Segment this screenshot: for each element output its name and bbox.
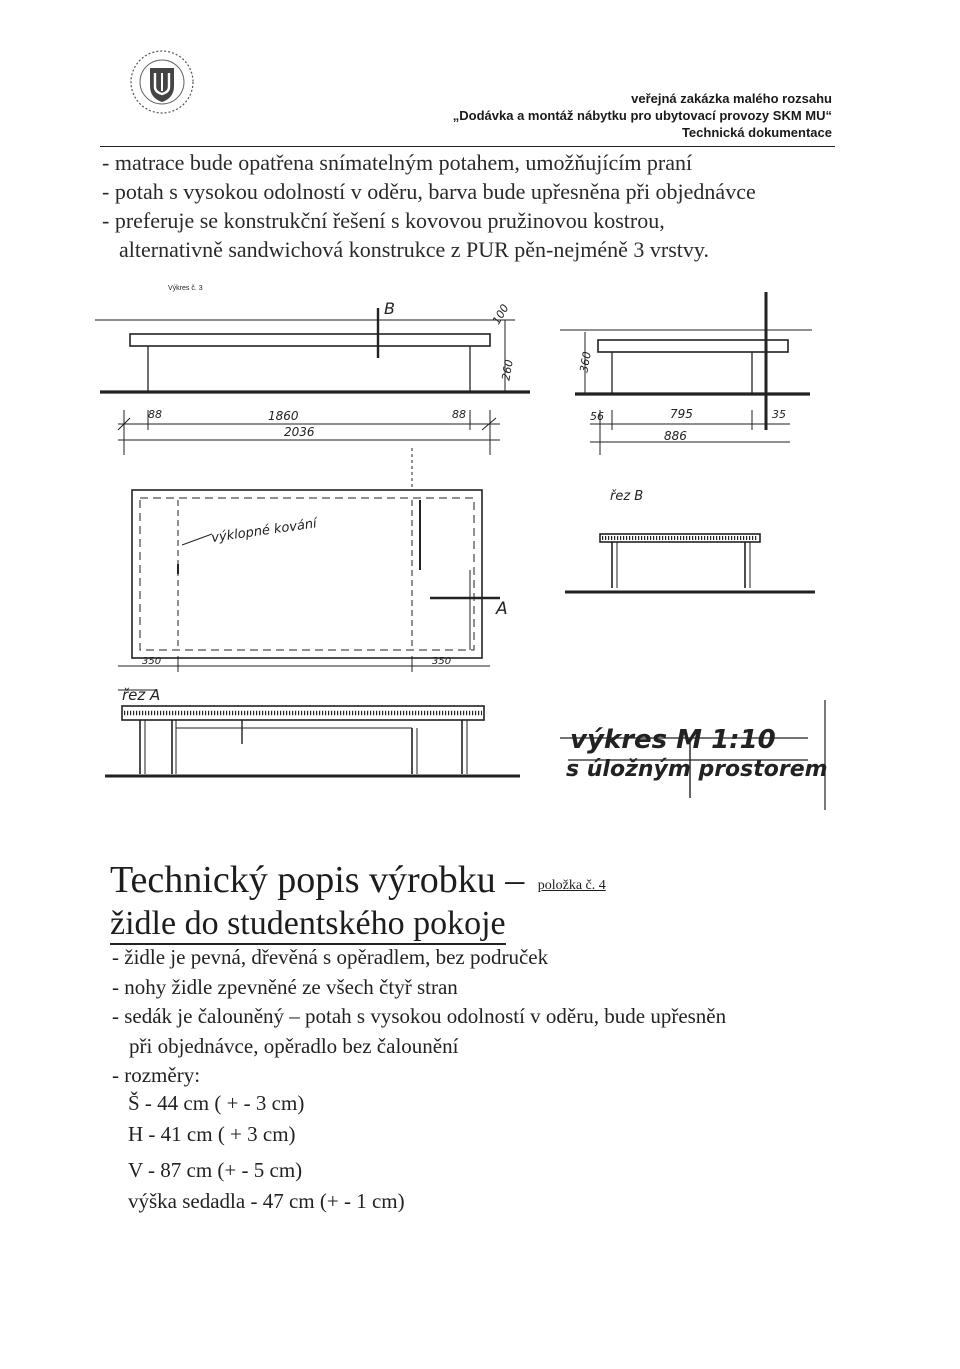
dim-100: 100 bbox=[489, 302, 512, 327]
bed-technical-drawing bbox=[0, 270, 960, 830]
dim-795: 795 bbox=[670, 407, 693, 421]
section-mark-a: A bbox=[496, 599, 508, 619]
drawing-title-line1: výkres M 1:10 bbox=[570, 725, 776, 755]
section-label-a: řez A bbox=[122, 686, 161, 704]
dim-260: 260 bbox=[499, 358, 516, 382]
product-bullet: při objednávce, opěradlo bez čalounění bbox=[129, 1033, 459, 1058]
product-bullet: - židle je pevná, dřevěná s opěradlem, bez područek bbox=[112, 945, 549, 969]
product-subtitle-text: židle do studentského pokoje bbox=[110, 905, 506, 945]
product-bullets bbox=[112, 943, 726, 1091]
dim-2036: 2036 bbox=[284, 425, 315, 439]
product-title bbox=[110, 858, 606, 908]
dim-886: 886 bbox=[664, 429, 687, 443]
product-bullet: - nohy židle zpevněné ze všech čtyř stran bbox=[112, 974, 458, 999]
product-bullet: - rozměry: bbox=[112, 1063, 201, 1087]
dim-350-left: 350 bbox=[142, 656, 162, 667]
document-header bbox=[453, 90, 832, 141]
university-seal-icon bbox=[128, 48, 196, 116]
dimension-item: H - 41 cm ( + 3 cm) bbox=[128, 1121, 296, 1146]
header-line2: „Dodávka a montáž nábytku pro ubytovací provozy SKM MU“ bbox=[452, 108, 832, 123]
dim-1860: 1860 bbox=[268, 409, 299, 423]
sheet-label: Výkres č. 3 bbox=[168, 285, 203, 292]
product-title-text: Technický popis výrobku – bbox=[110, 859, 525, 901]
dim-360: 360 bbox=[577, 350, 594, 374]
mattress-note: - matrace bude opatřena snímatelným potahem, umožňujícím praní bbox=[102, 150, 693, 175]
mattress-note: - preferuje se konstrukční řešení s kovovou pružinovou kostrou, bbox=[102, 208, 665, 233]
mattress-note: - potah s vysokou odolností v oděru, barva bude upřesněna při objednávce bbox=[102, 179, 756, 204]
header-line1: veřejná zakázka malého rozsahu bbox=[631, 91, 832, 106]
dim-88-left: 88 bbox=[148, 408, 162, 421]
mattress-note: alternativně sandwichová konstrukce z PUR pěn-nejméně 3 vrstvy. bbox=[119, 237, 709, 262]
product-subtitle bbox=[110, 904, 506, 944]
header-divider bbox=[100, 146, 835, 147]
drawing-title-line2: s úložným prostorem bbox=[566, 757, 828, 782]
dimension-item: V - 87 cm (+ - 5 cm) bbox=[128, 1158, 303, 1182]
product-dimensions bbox=[128, 1088, 405, 1216]
product-bullet: - sedák je čalouněný – potah s vysokou odolností v oděru, bude upřesněn bbox=[112, 1004, 727, 1028]
header-line3: Technická dokumentace bbox=[681, 125, 832, 140]
section-label-b: řez B bbox=[610, 489, 644, 504]
dim-56: 56 bbox=[590, 410, 604, 423]
dimension-item: Š - 44 cm ( + - 3 cm) bbox=[128, 1091, 305, 1115]
item-label: položka č. 4 bbox=[537, 878, 606, 893]
dim-88-right: 88 bbox=[452, 408, 466, 421]
mattress-notes bbox=[102, 148, 756, 264]
dim-35: 35 bbox=[772, 408, 786, 421]
section-mark-b: B bbox=[384, 299, 395, 318]
drawer-label: výklopné kování bbox=[210, 516, 318, 546]
dim-350-right: 350 bbox=[432, 656, 452, 667]
dimension-item: výška sedadla - 47 cm (+ - 1 cm) bbox=[128, 1188, 405, 1213]
